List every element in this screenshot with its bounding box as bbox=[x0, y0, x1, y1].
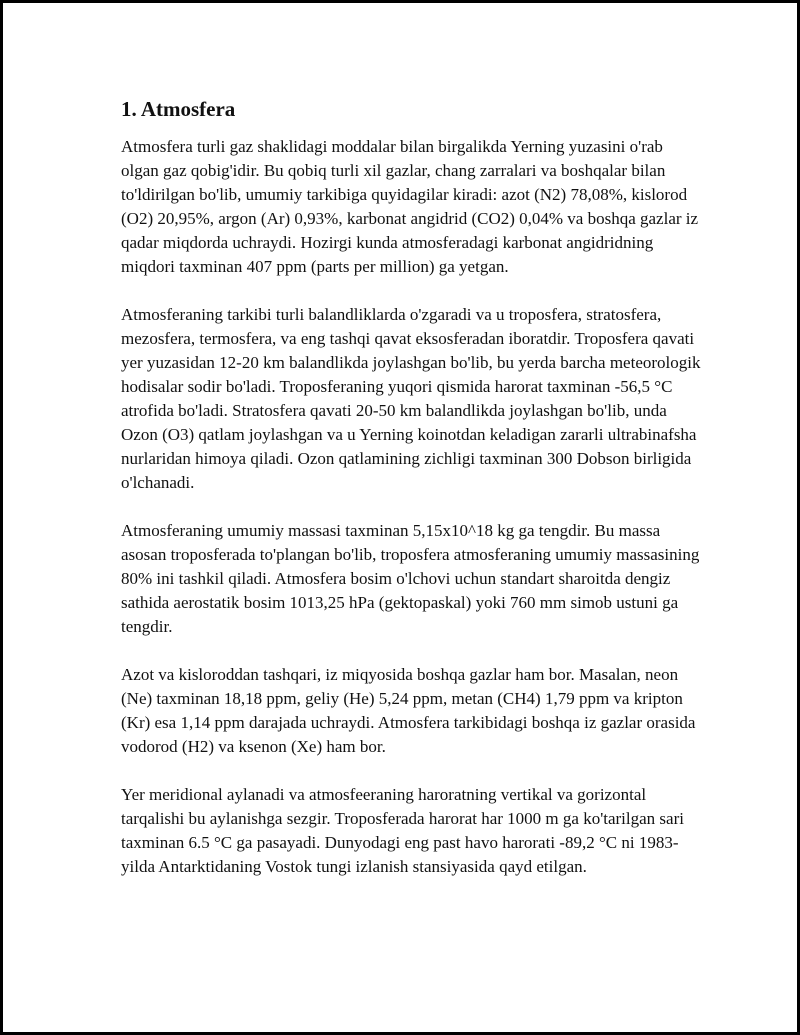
paragraph-temperature: Yer meridional aylanadi va atmosfeeraning haroratning vertikal va gorizontal tarqalishi bu aylanishga sezgir. Troposferada harorat har 1000 m ga ko'tarilgan sari taxminan 6.5 °C ga pasayadi. Dunyodagi eng past havo harorati -89,2 °C ni 1983-yilda Antarktidaning Vostok tungi izlanish stansiyasida qayd etilgan. bbox=[121, 785, 684, 876]
section-title: 1. Atmosfera bbox=[121, 97, 236, 121]
paragraph-trace-gases: Azot va kisloroddan tashqari, iz miqyosida boshqa gazlar ham bor. Masalan, neon (Ne) taxminan 18,18 ppm, geliy (He) 5,24 ppm, metan (CH4) 1,79 ppm va kripton (Kr) esa 1,14 ppm darajada uchraydi. Atmosfera tarkibidagi boshqa iz gazlar orasida vodorod (H2) va ksenon (Xe) ham bor. bbox=[121, 665, 696, 756]
paragraph-composition: Atmosfera turli gaz shaklidagi moddalar bilan birgalikda Yerning yuzasini o'rab olgan gaz qobig'idir. Bu qobiq turli xil gazlar, chang zarralari va boshqalar bilan to'ldirilgan bo'lib, umumiy tarkibiga quyidagilar kiradi: azot (N2) 78,08%, kislorod (O2) 20,95%, argon (Ar) 0,93%, karbonat angidrid (CO2) 0,04% va boshqa gazlar iz qadar miqdorda uchraydi. Hozirgi kunda atmosferadagi karbonat angidridning miqdori taxminan 407 ppm (parts per million) ga yetgan. bbox=[121, 137, 699, 276]
document-content bbox=[121, 95, 701, 903]
paragraph-layers: Atmosferaning tarkibi turli balandliklarda o'zgaradi va u troposfera, stratosfera, mezosfera, termosfera, va eng tashqi qavat eksosferadan iboratdir. Troposfera qavati yer yuzasidan 12-20 km balandlikda joylashgan bo'lib, bu yerda barcha meteorologik hodisalar sodir bo'ladi. Troposferaning yuqori qismida harorat taxminan -56,5 °C atrofida bo'ladi. Stratosfera qavati 20-50 km balandlikda joylashgan bo'lib, unda Ozon (O3) qatlam joylashgan va u Yerning koinotdan keladigan zararli ultrabinafsha nurlaridan himoya qiladi. Ozon qatlamining zichligi taxminan 300 Dobson birligida o'lchanadi. bbox=[121, 305, 701, 492]
paragraph-mass-pressure: Atmosferaning umumiy massasi taxminan 5,15x10^18 kg ga tengdir. Bu massa asosan troposferada to'plangan bo'lib, troposfera atmosferaning umumiy massasining 80% ini tashkil qiladi. Atmosfera bosim o'lchovi uchun standart sharoitda dengiz sathida aerostatik bosim 1013,25 hPa (gektopaskal) yoki 760 mm simob ustuni ga tengdir. bbox=[121, 521, 700, 636]
